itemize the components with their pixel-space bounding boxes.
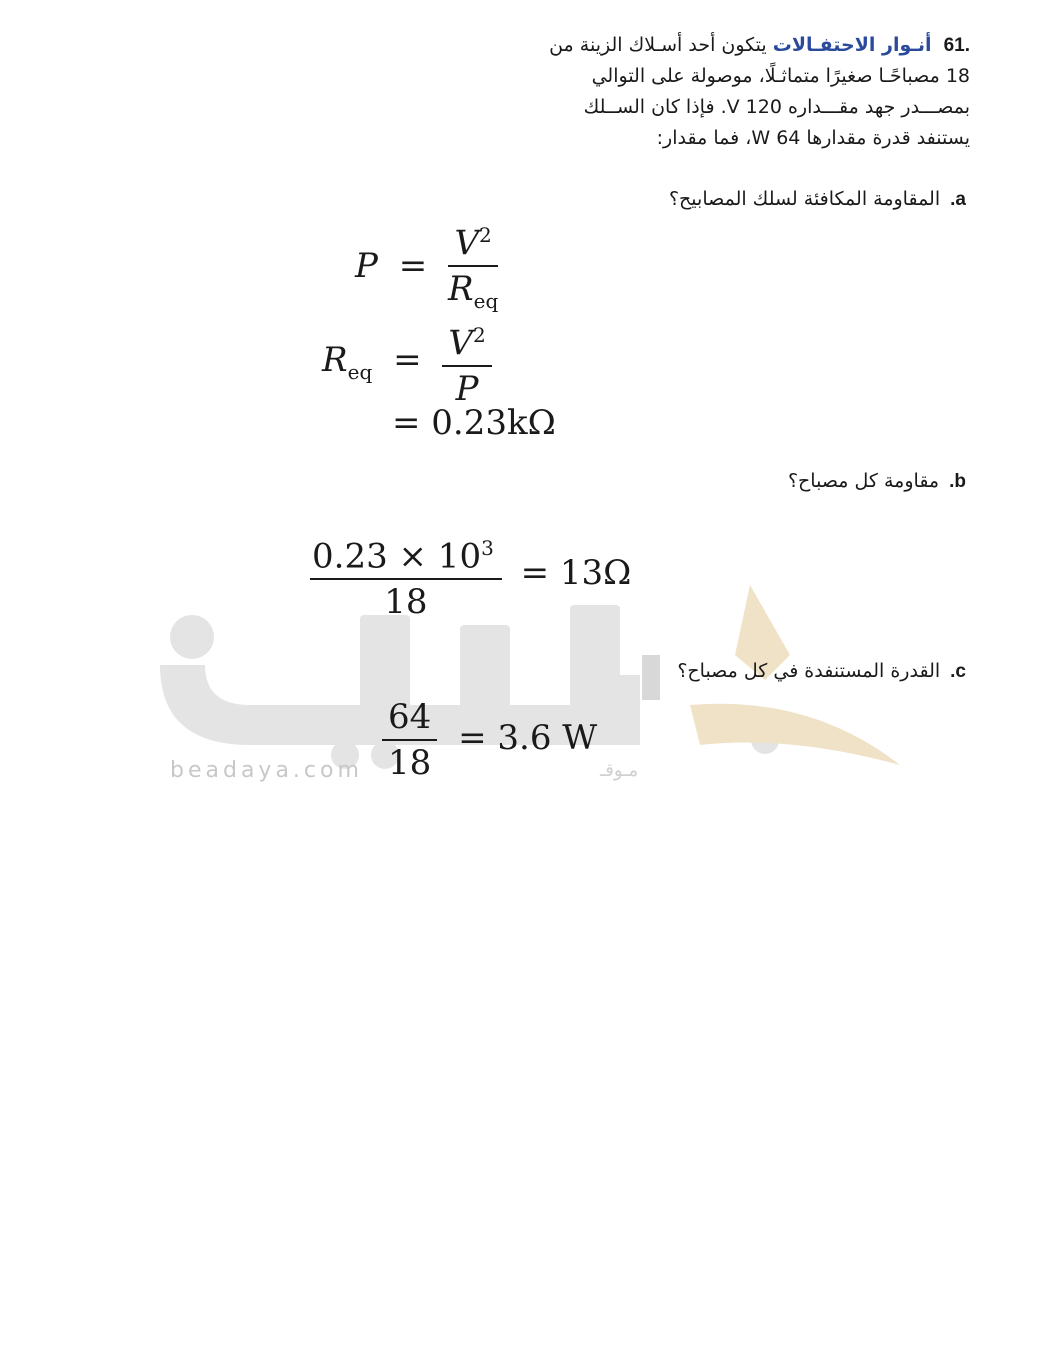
solution-a-eq1: P = $\frac{V^2}{R_{eq}}$ <box>355 215 498 321</box>
problem-keyword: أنـوار الاحتفـالات <box>772 34 932 56</box>
solution-a-eq2: $R_{eq}$ = $\frac{V^2}{P}$ <box>322 315 492 409</box>
watermark-small: مـوقـ <box>600 760 639 781</box>
part-a-question <box>669 188 966 211</box>
watermark-site: beadaya.com <box>170 758 363 783</box>
part-c-text: القدرة المستنفدة في كل مصباح؟ <box>677 660 941 682</box>
problem-number: 61. <box>943 35 970 56</box>
part-b-text: مقاومة كل مصباح؟ <box>787 470 940 492</box>
solution-b: $\frac{0.23 \times 10^3}{18}$ = 13Ω <box>310 528 631 622</box>
problem-line-2: 18 مصباحًـا صغيرًا متماثـلًا، موصولة على التوالي <box>591 65 970 87</box>
part-c-question <box>677 660 966 683</box>
part-b-question <box>788 470 966 493</box>
problem-line-4: يستنفد قدرة مقدارها 64 W، فما مقدار: <box>656 127 970 149</box>
problem-line-1 <box>530 30 970 61</box>
problem-statement <box>530 30 970 154</box>
part-a-text: المقاومة المكافئة لسلك المصابيح؟ <box>668 188 941 210</box>
part-c-letter: c. <box>950 661 966 682</box>
solution-a-eq3: = 0.23kΩ <box>392 403 556 443</box>
part-a-letter: a. <box>950 189 966 210</box>
part-b-letter: b. <box>949 471 966 492</box>
solution-c: $\frac{64}{18}$ = 3.6 W <box>382 697 597 783</box>
problem-text: يتكون أحد أسـلاك الزينة من <box>549 34 767 56</box>
problem-line-3: بمصـــدر جهد مقـــداره 120 V. فإذا كان الســلك <box>583 96 970 118</box>
